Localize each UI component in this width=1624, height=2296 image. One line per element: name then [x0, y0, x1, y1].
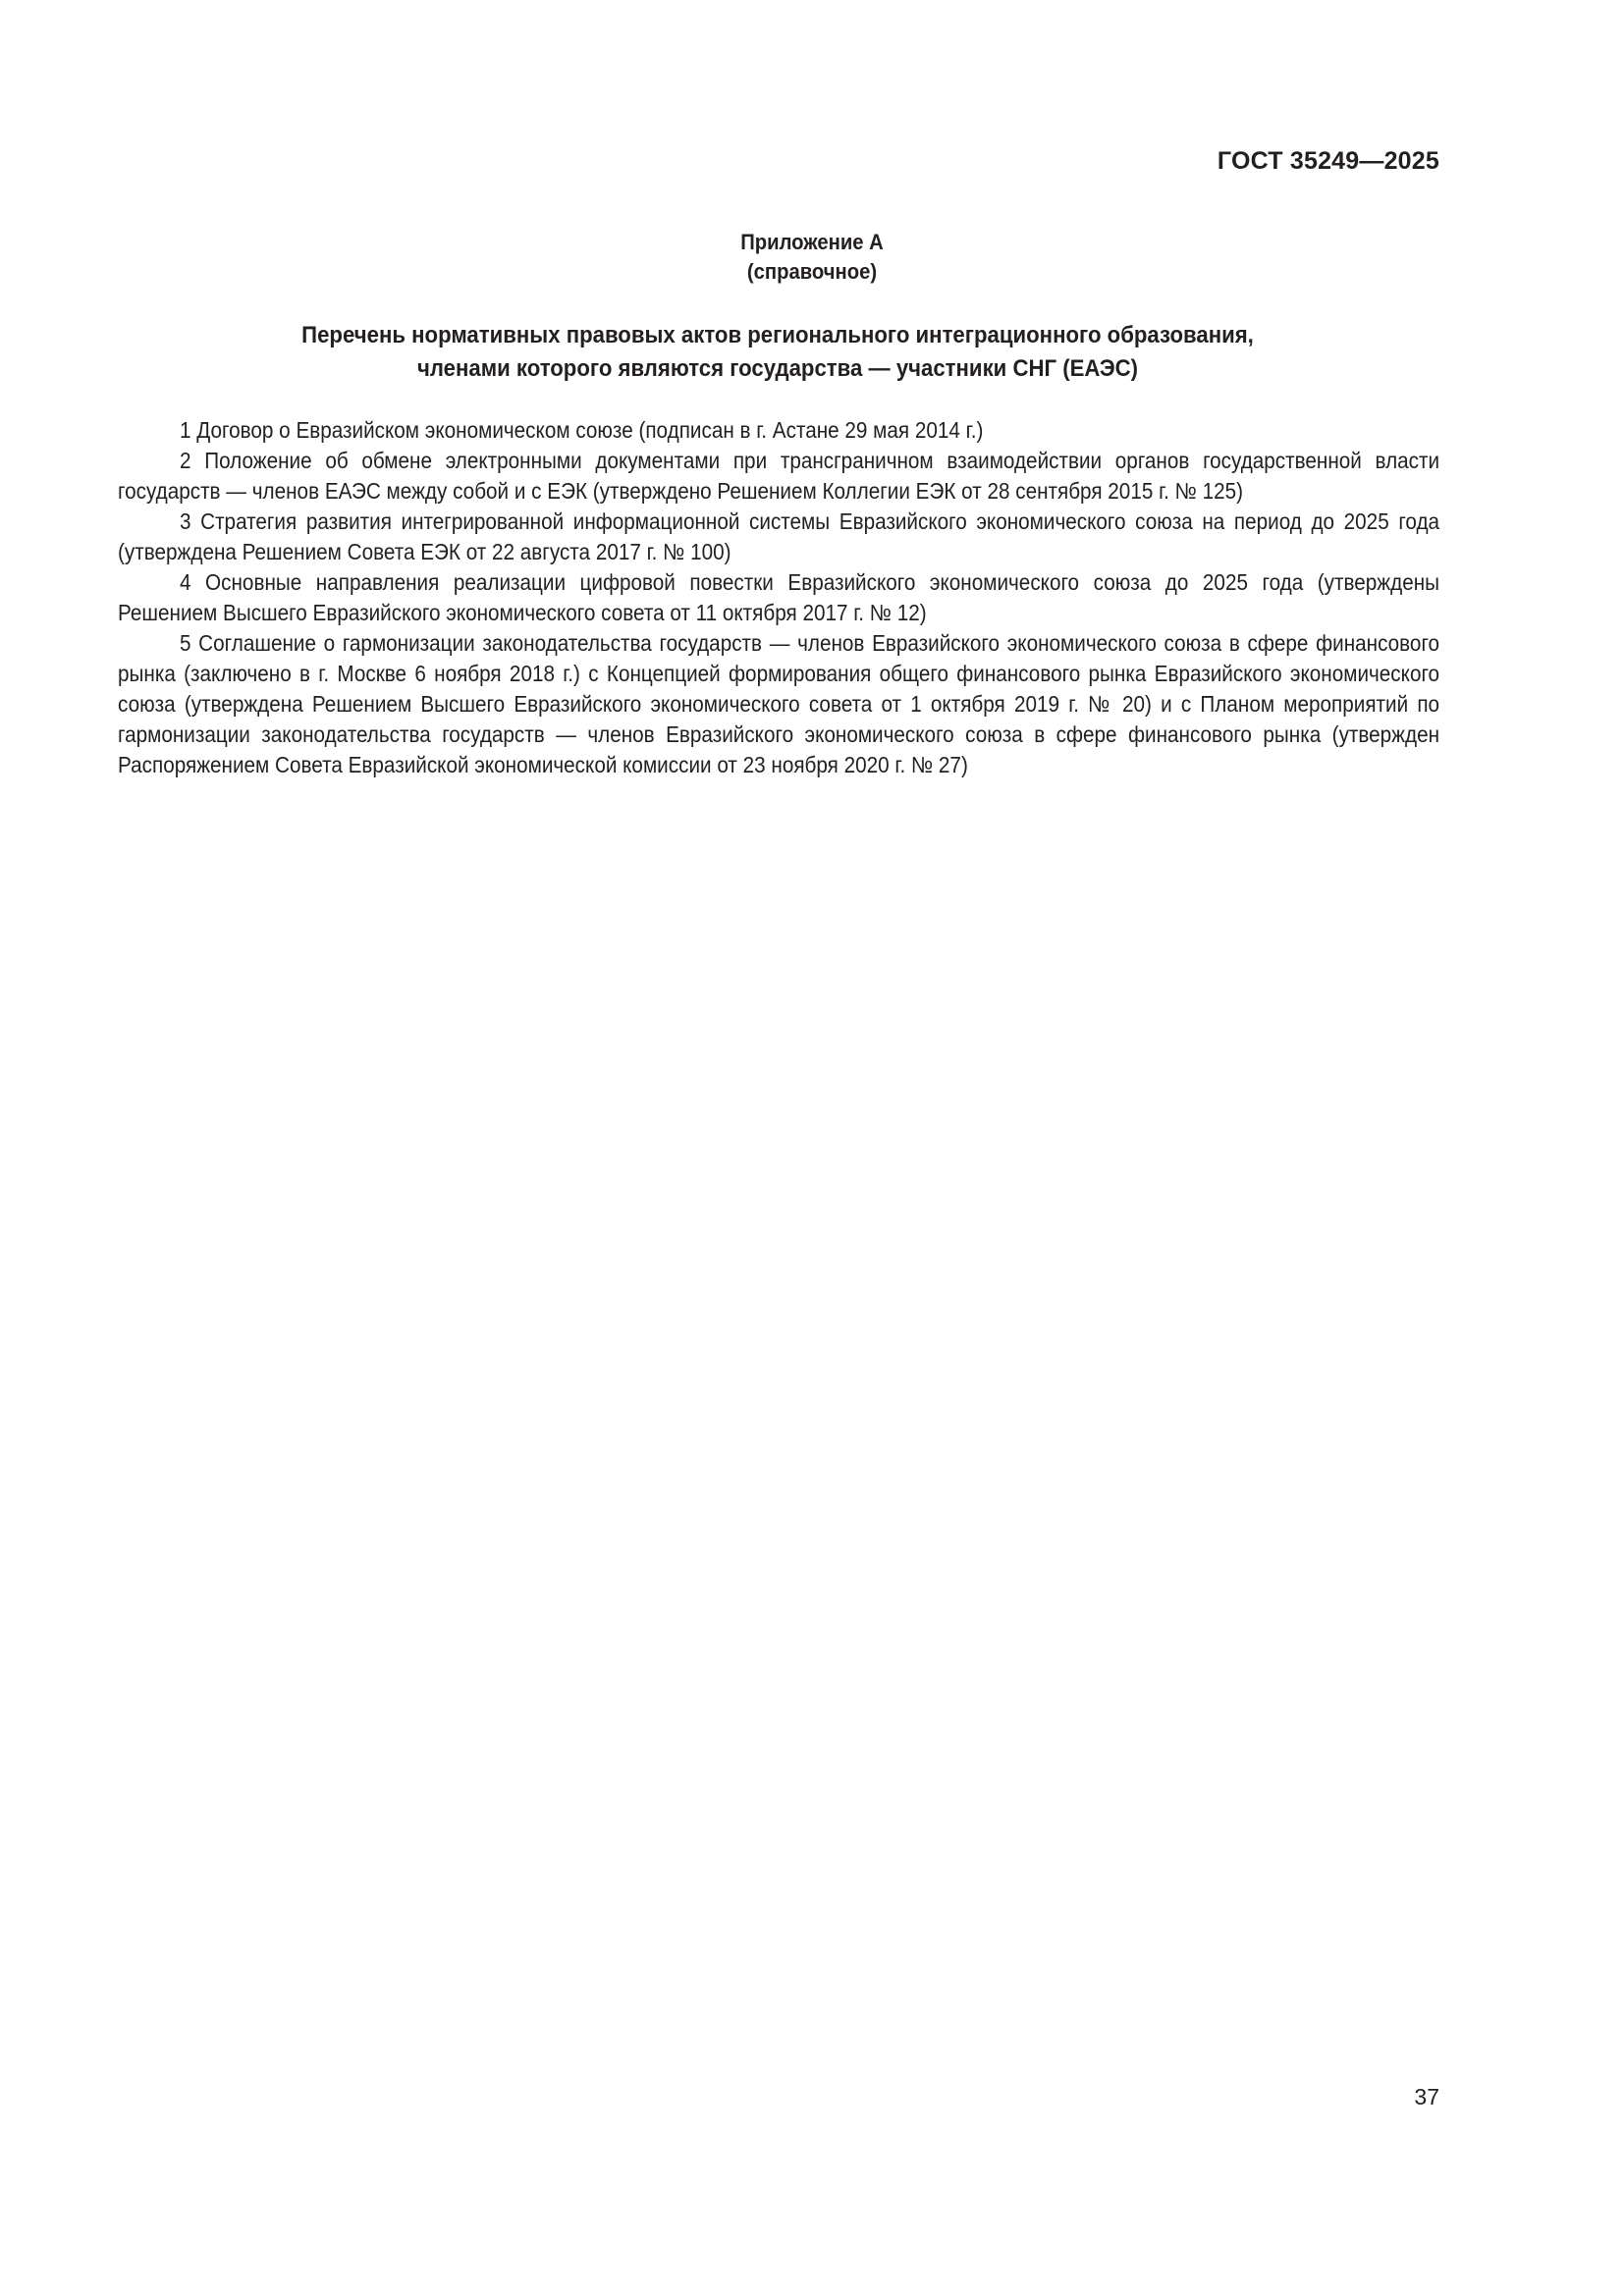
- appendix-title-line-1: Перечень нормативных правовых актов регионального интеграционного образования,: [301, 322, 1254, 348]
- appendix-heading: [0, 228, 1624, 287]
- list-item: 5 Соглашение о гармонизации законодательства государств — членов Евразийского экономического союза в сфере финансового рынка (заключено в г. Москве 6 ноября 2018 г.) с Концепцией формирования общего финансового рынка Евразийского экономического союза (утверждена Решением Высшего Евразийского экономического совета от 1 октября 2019 г. № 20) и с Планом мероприятий по гармонизации законодательства государств — членов Евразийского экономического союза в сфере финансового рынка (утвержден Распоряжением Совета Евразийской экономической комиссии от 23 ноября 2020 г. № 27): [118, 630, 1440, 777]
- regulatory-acts-list: [118, 415, 1438, 780]
- appendix-title-line-2: членами которого являются государства — участники СНГ (ЕАЭС): [416, 355, 1139, 382]
- list-item: 2 Положение об обмене электронными документами при трансграничном взаимодействии органов государственной власти государств — членов ЕАЭС между собой и с ЕЭК (утверждено Решением Коллегии ЕЭК от 28 сентября 2015 г. № 125): [118, 448, 1440, 504]
- appendix-type: (справочное): [746, 259, 878, 284]
- list-item: 4 Основные направления реализации цифровой повестки Евразийского экономического союза до 2025 года (утверждены Решением Высшего Евразийского экономического совета от 11 октября 2017 г. № 12): [118, 569, 1440, 625]
- appendix-label: Приложение А: [740, 230, 884, 254]
- list-item: 3 Стратегия развития интегрированной информационной системы Евразийского экономического союза на период до 2025 года (утверждена Решением Совета ЕЭК от 22 августа 2017 г. № 100): [118, 508, 1440, 564]
- list-item: 1 Договор о Евразийском экономическом союзе (подписан в г. Астане 29 мая 2014 г.): [180, 417, 984, 443]
- list-container: [118, 415, 1439, 780]
- document-code: ГОСТ 35249—2025: [1217, 147, 1439, 175]
- appendix-title: [118, 319, 1437, 386]
- page-number: 37: [1414, 2084, 1439, 2109]
